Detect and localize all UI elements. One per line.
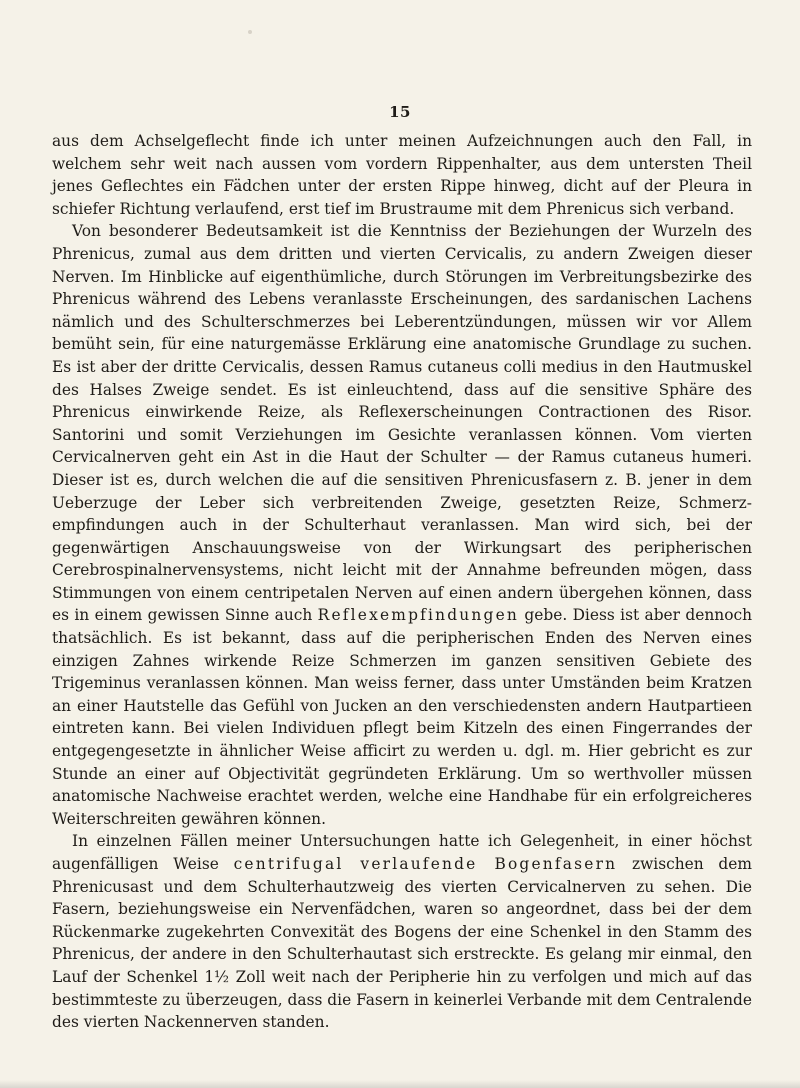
- page-bottom-edge: [0, 1080, 800, 1088]
- paper-speck: [248, 30, 252, 34]
- text-segment: aus dem Achselgeflecht finde ich unter meinen Aufzeichnungen auch den Fall, in welchem sehr weit nach aussen vom vordern Rippenhalter, aus dem untersten Theil jenes Geflechtes ein Fädchen unter der ersten Rippe hinweg, dicht auf der Pleura in schiefer Richtung verlaufend, erst tief im Brustraume mit dem Phrenicus sich verband.: [52, 132, 752, 218]
- text-segment: zwischen dem Phrenicusast und dem Schulterhautzweig des vierten Cervicalnerven zu sehen. Die Fasern, beziehungsweise ein Nervenfädchen, waren so angeordnet, dass bei der dem Rückenmarke zugekehrten Convexität des Bogens der eine Schenkel in den Stamm des Phrenicus, der andere in den Schulterhautast sich erstreckte. Es gelang mir einmal, den Lauf der Schenkel 1½ Zoll weit nach der Peripherie hin zu verfolgen und mich auf das bestimmteste zu überzeugen, dass die Fasern in keinerlei Verbande mit dem Centralende des vierten Nackennerven standen.: [52, 855, 752, 1032]
- paragraph: [52, 220, 752, 830]
- text-segment: Von besonderer Bedeutsamkeit ist die Kenntniss der Beziehungen der Wurzeln des Phrenicus, zumal aus dem dritten und vierten Cervicalis, zu andern Zweigen dieser Nerven. Im Hinblicke auf eigenthümliche, durch Störungen im Verbreitungsbezirke des Phrenicus während des Lebens veranlasste Erscheinungen, des sardanischen Lachens nämlich und des Schulterschmerzes bei Leberentzündungen, müssen wir vor Allem bemüht sein, für eine naturgemässe Erklärung eine anatomische Grundlage zu suchen. Es ist aber der dritte Cervicalis, dessen Ramus cutaneus colli medius in den Hautmuskel des Halses Zweige sendet. Es ist einleuchtend, dass auf die sensitive Sphäre des Phrenicus einwirkende Reize, als Reflexerscheinungen Contractionen des Risor. Santorini und somit Verziehungen im Gesichte veranlassen können. Vom vierten Cervicalnerven geht ein Ast in die Haut der Schulter — der Ramus cutaneus humeri. Dieser ist es, durch welchen die auf die sensitiven Phrenicusfasern z. B. jener in dem Ueberzuge der Leber sich verbreitenden Zweige, gesetzten Reize, Schmerzempfindungen auch in der Schulterhaut veranlassen. Man wird sich, bei der gegenwärtigen Anschauungsweise von der Wirkungsart des peripherischen Cerebrospinalnervensystems, nicht leicht mit der Annahme befreunden mögen, dass Stimmungen von einem centripetalen Nerven auf einen andern übergehen können, dass es in einem gewissen Sinne auch: [52, 222, 752, 625]
- paragraph: [52, 130, 752, 220]
- emphasized-term: Reflexempfindungen: [317, 606, 520, 625]
- body-text: [52, 130, 752, 1034]
- emphasized-term: centrifugal verlaufende Bogenfasern: [233, 855, 618, 873]
- page-number: 15: [389, 103, 411, 121]
- text-segment: In einzelnen Fällen meiner Untersuchungen hatte ich Gelegenheit, in einer höchst augenfälligen Weise: [52, 832, 752, 873]
- paragraph: [52, 830, 752, 1033]
- text-segment: gebe. Diess ist aber dennoch thatsächlich. Es ist bekannt, dass auf die peripherischen Enden des Nerven eines einzigen Zahnes wirkende Reize Schmerzen im ganzen sensitiven Gebiete des Trigeminus veranlassen können. Man weiss ferner, dass unter Umständen beim Kratzen an einer Hautstelle das Gefühl von Jucken an den verschiedensten andern Hautpartieen eintreten kann. Bei vielen Individuen pflegt beim Kitzeln des einen Fingerrandes der entgegengesetzte in ähnlicher Weise afficirt zu werden u. dgl. m. Hier gebricht es zur Stunde an einer auf Objectivität gegründeten Erklärung. Um so werthvoller müssen anatomische Nachweise erachtet werden, welche eine Handhabe für ein erfolgreicheres Weiterschreiten gewähren können.: [52, 606, 752, 828]
